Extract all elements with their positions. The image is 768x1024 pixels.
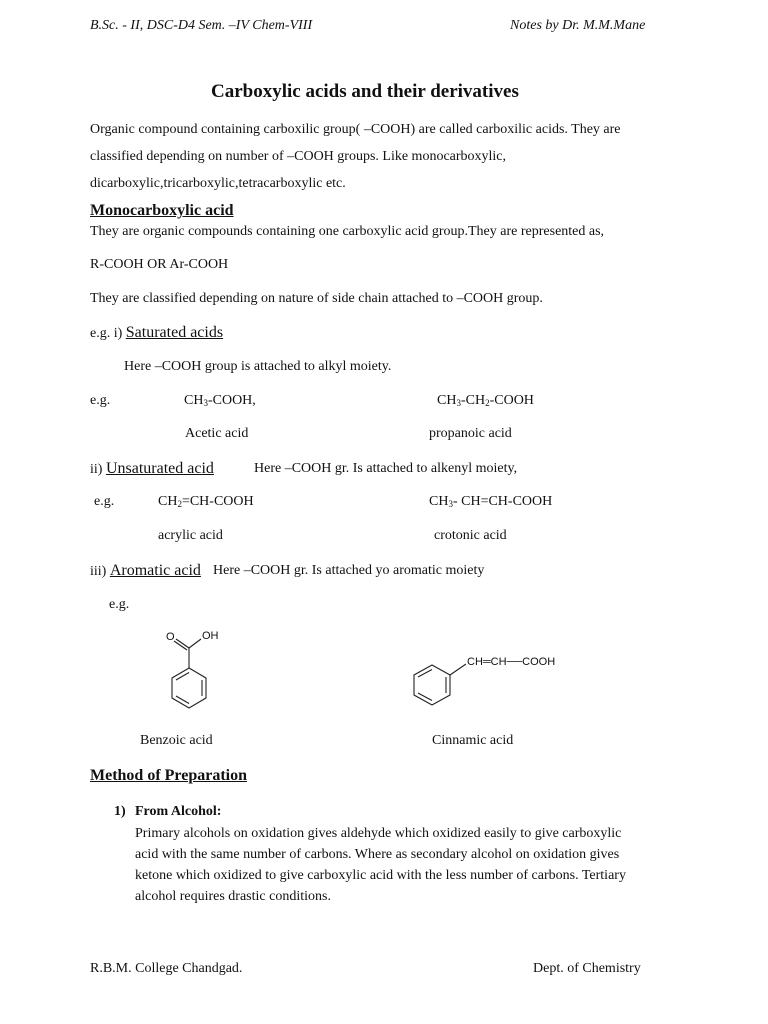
benzoic-acid-structure (160, 626, 222, 716)
acrylic-name: acrylic acid (158, 528, 223, 543)
monocarboxylic-heading: Monocarboxylic acid (90, 202, 234, 219)
aromatic-label: Aromatic acid (109, 562, 201, 579)
item-title: From Alcohol: (135, 804, 222, 819)
aromatic-line (90, 562, 201, 580)
preparation-heading: Method of Preparation (90, 767, 248, 784)
saturated-label: Saturated acids (125, 324, 224, 341)
aromatic-eg: e.g. (109, 597, 130, 612)
crotonic-formula: $CH_3-$ CH=CH-COOH (429, 494, 553, 509)
unsaturated-prefix: ii) (90, 462, 106, 477)
intro-line: dicarboxylic,tricarboxylic,tetracarboxylic etc. (90, 176, 346, 191)
preparation-line: alcohol requires drastic conditions. (135, 889, 331, 904)
header-right: Notes by Dr. M.M.Mane (510, 18, 646, 33)
mono-description: They are organic compounds containing one carboxylic acid group.They are represented as, (90, 224, 605, 239)
preparation-line: Primary alcohols on oxidation gives aldehyde which oxidized easily to give carboxylic (135, 826, 622, 841)
classification-text: They are classified depending on nature of side chain attached to –COOH group. (90, 291, 543, 306)
general-formula: R-COOH OR Ar-COOH (90, 257, 229, 272)
unsaturated-line (90, 460, 214, 478)
intro-line: Organic compound containing carboxilic group( –COOH) are called carboxilic acids. They are (90, 122, 621, 137)
header-left: B.Sc. - II, DSC-D4 Sem. –IV Chem-VIII (90, 18, 313, 33)
acetic-formula: $CH_3$-COOH, (184, 393, 256, 408)
benzoic-oh-label: OH (202, 630, 219, 642)
item-number: 1) (114, 804, 126, 819)
preparation-line: acid with the same number of carbons. Where as secondary alcohol on oxidation gives (135, 847, 620, 862)
propanoic-formula: $CH_3-CH_2$-COOH (437, 393, 534, 408)
saturated-line (90, 324, 223, 342)
footer-right: Dept. of Chemistry (533, 961, 641, 976)
unsaturated-label: Unsaturated acid (105, 460, 214, 477)
preparation-paragraph (135, 823, 680, 907)
aromatic-prefix: iii) (90, 564, 110, 579)
cinnamic-name: Cinnamic acid (432, 733, 514, 748)
footer-left: R.B.M. College Chandgad. (90, 961, 243, 976)
page-title: Carboxylic acids and their derivatives (211, 81, 519, 102)
intro-paragraph (90, 116, 680, 197)
cinnamic-acid-structure (405, 650, 595, 714)
crotonic-name: crotonic acid (434, 528, 507, 543)
saturated-eg: e.g. (90, 393, 111, 408)
unsaturated-eg: e.g. (94, 494, 115, 509)
cinnamic-chain-label: CH═CH──COOH (467, 656, 556, 668)
saturated-description: Here –COOH group is attached to alkyl moiety. (124, 359, 392, 374)
acrylic-formula: $CH_2=CH$-COOH (158, 494, 254, 509)
benzoic-o-label: O (166, 631, 175, 643)
acetic-name: Acetic acid (185, 426, 249, 441)
unsaturated-description: Here –COOH gr. Is attached to alkenyl moiety, (254, 461, 518, 476)
preparation-line: ketone which oxidized to give carboxylic acid with the less number of carbons. Tertiary (135, 868, 626, 883)
aromatic-description: Here –COOH gr. Is attached yo aromatic moiety (213, 563, 485, 578)
benzoic-name: Benzoic acid (140, 733, 213, 748)
saturated-prefix: e.g. i) (90, 326, 126, 341)
propanoic-name: propanoic acid (429, 426, 512, 441)
intro-line: classified depending on number of –COOH groups. Like monocarboxylic, (90, 149, 507, 164)
